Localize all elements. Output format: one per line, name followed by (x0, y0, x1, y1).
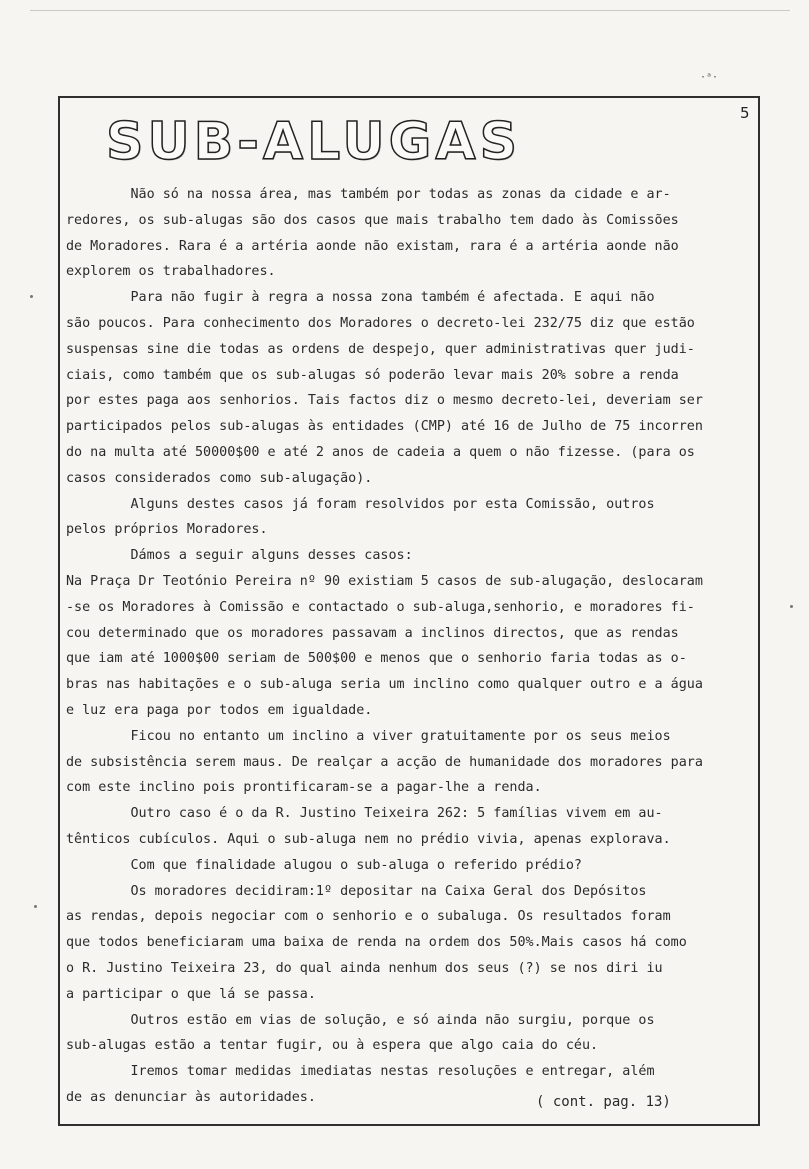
text-line: com este inclino pois prontificaram-se a pagar-lhe a renda. (66, 780, 542, 796)
text-line: que iam até 1000$00 seriam de 500$00 e menos que o senhorio faria todas as o- (66, 651, 687, 667)
margin-speck (30, 295, 33, 298)
text-line: sub-alugas estão a tentar fugir, ou à espera que algo caia do céu. (66, 1038, 599, 1054)
scan-edge-line (30, 10, 790, 11)
text-line: cou determinado que os moradores passavam a inclinos directos, que as rendas (66, 625, 679, 641)
text-line: pelos próprios Moradores. (66, 522, 268, 538)
text-line: Dámos a seguir alguns desses casos: (66, 548, 413, 564)
continuation-reference: ( cont. pag. 13) (536, 1094, 671, 1110)
text-line: de subsistência serem maus. De realçar a acção de humanidade dos moradores para (66, 754, 703, 770)
margin-speck (34, 905, 37, 908)
text-line: Não só na nossa área, mas também por todas as zonas da cidade e ar- (66, 187, 671, 202)
text-line: participados pelos sub-alugas às entidades (CMP) até 16 de Julho de 75 incorren (66, 419, 703, 435)
text-line: Com que finalidade alugou o sub-aluga o referido prédio? (66, 857, 582, 873)
top-margin-marks: ·ᵃ· (700, 72, 719, 83)
text-line: tênticos cubículos. Aqui o sub-aluga nem no prédio vivia, apenas explorava. (66, 832, 671, 847)
text-line: redores, os sub-alugas são dos casos que mais trabalho tem dado às Comissões (66, 212, 679, 228)
text-line: ciais, como também que os sub-alugas só poderão levar mais 20% sobre a renda (66, 367, 679, 383)
text-line: suspensas sine die todas as ordens de despejo, quer administrativas quer judi- (66, 341, 695, 357)
margin-speck (790, 605, 793, 608)
page-title: SUB-ALUGAS (106, 112, 522, 172)
text-line: que todos beneficiaram uma baixa de renda na ordem dos 50%.Mais casos há como (66, 935, 687, 951)
text-line: Na Praça Dr Teotónio Pereira nº 90 existiam 5 casos de sub-alugação, deslocaram (66, 574, 703, 589)
text-line: de Moradores. Rara é a artéria aonde não existam, rara é a artéria aonde não (66, 238, 679, 254)
text-line: as rendas, depois negociar com o senhorio e o subaluga. Os resultados foram (66, 909, 671, 925)
text-line: Para não fugir à regra a nossa zona também é afectada. E aqui não (66, 290, 655, 306)
text-line: bras nas habitações e o sub-aluga seria um inclino como qualquer outro e a água (66, 677, 703, 693)
text-line: -se os Moradores à Comissão e contactado o sub-aluga,senhorio, e moradores fi- (66, 599, 695, 615)
text-line: de as denunciar às autoridades. (66, 1090, 316, 1105)
page-number: 5 (740, 104, 750, 122)
text-line: Iremos tomar medidas imediatas nestas resoluções e entregar, além (66, 1064, 655, 1080)
text-line: o R. Justino Teixeira 23, do qual ainda nenhum dos seus (?) se nos diri iu (66, 961, 663, 976)
text-line: Alguns destes casos já foram resolvidos por esta Comissão, outros (66, 496, 655, 512)
text-line: a participar o que lá se passa. (66, 986, 316, 1002)
text-line: do na multa até 50000$00 e até 2 anos de cadeia a quem o não fizesse. (para os (66, 445, 695, 460)
text-line: são poucos. Para conhecimento dos Moradores o decreto-lei 232/75 diz que estão (66, 316, 695, 331)
text-line: e luz era paga por todos em igualdade. (66, 703, 373, 718)
text-line: Ficou no entanto um inclino a viver gratuitamente por os seus meios (66, 728, 671, 744)
text-line: casos considerados como sub-alugação). (66, 470, 373, 486)
text-line: Outro caso é o da R. Justino Teixeira 262: 5 famílias vivem em au- (66, 806, 663, 822)
text-line: Outros estão em vias de solução, e só ainda não surgiu, porque os (66, 1012, 655, 1028)
text-line: explorem os trabalhadores. (66, 264, 276, 280)
text-line: Os moradores decidiram:1º depositar na Caixa Geral dos Depósitos (66, 883, 647, 899)
text-line: por estes paga aos senhorios. Tais factos diz o mesmo decreto-lei, deveriam ser (66, 393, 703, 409)
